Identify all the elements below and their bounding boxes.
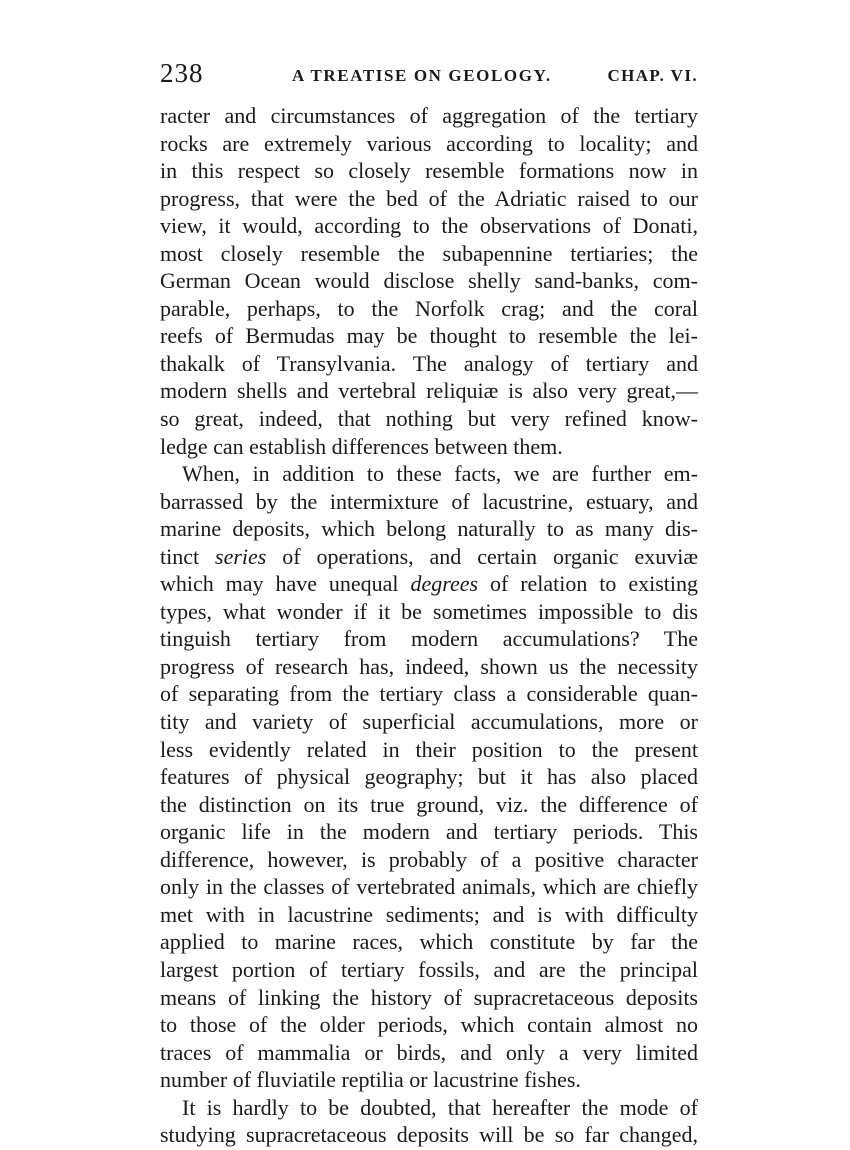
text-line: largest portion of tertiary fossils, and are the principal — [160, 956, 698, 982]
text-line: only in the classes of vertebrated animals, which are chiefly — [160, 874, 698, 900]
running-title: A TREATISE ON GEOLOGY. — [292, 66, 552, 85]
text-line: view, it would, according to the observations of Donati, — [160, 213, 698, 239]
text-line: reefs of Bermudas may be thought to resemble the lei- — [160, 323, 698, 349]
text-line: It is hardly to be doubted, that hereafter the mode of — [182, 1094, 698, 1120]
text-line: barrassed by the intermixture of lacustrine, estuary, and — [160, 488, 698, 514]
text-line: tinct series of operations, and certain organic exuviæ — [160, 543, 698, 569]
chapter-label: CHAP. VI. — [607, 66, 698, 85]
text-line: number of fluviatile reptilia or lacustrine fishes. — [160, 1067, 581, 1093]
text-line: so great, indeed, that nothing but very refined know- — [160, 406, 698, 432]
text-line: organic life in the modern and tertiary periods. This — [160, 819, 698, 845]
text-line: tinguish tertiary from modern accumulations? The — [160, 626, 698, 652]
text-line: thakalk of Transylvania. The analogy of tertiary and — [160, 350, 698, 376]
text-line: of separating from the tertiary class a considerable quan- — [160, 681, 698, 707]
running-head — [160, 58, 698, 92]
text-line: applied to marine races, which constitute by far the — [160, 929, 698, 955]
text-line: rocks are extremely various according to locality; and — [160, 130, 698, 156]
text-line: progress of research has, indeed, shown us the necessity — [160, 653, 698, 679]
text-line: types, what wonder if it be sometimes impossible to dis — [160, 598, 698, 624]
text-line: racter and circumstances of aggregation of the tertiary — [160, 103, 698, 128]
text-line: means of linking the history of supracretaceous deposits — [160, 984, 698, 1010]
text-line: German Ocean would disclose shelly sand-banks, com- — [160, 268, 698, 294]
text-line: marine deposits, which belong naturally to as many dis- — [160, 516, 698, 542]
body-text — [160, 102, 698, 1149]
emphasized-word: series — [215, 543, 267, 569]
text-line: progress, that were the bed of the Adriatic raised to our — [160, 185, 698, 211]
text-line: modern shells and vertebral reliquiæ is also very great,— — [160, 378, 698, 404]
text-line: in this respect so closely resemble formations now in — [160, 158, 698, 184]
text-line: traces of mammalia or birds, and only a very limited — [160, 1039, 698, 1065]
text-line: parable, perhaps, to the Norfolk crag; and the coral — [160, 295, 698, 321]
text-line: which may have unequal degrees of relation to existing — [160, 571, 698, 597]
emphasized-word: degrees — [410, 571, 479, 597]
text-line: the distinction on its true ground, viz. the difference of — [160, 791, 698, 817]
text-line: met with in lacustrine sediments; and is with difficulty — [160, 901, 698, 927]
text-line: tity and variety of superficial accumulations, more or — [160, 709, 698, 735]
text-line: studying supracretaceous deposits will be so far changed, — [160, 1122, 698, 1148]
text-line: to those of the older periods, which contain almost no — [160, 1012, 698, 1038]
page-number: 238 — [160, 58, 204, 88]
text-line: features of physical geography; but it has also placed — [160, 764, 698, 790]
text-line: When, in addition to these facts, we are further em- — [182, 461, 698, 487]
text-line: less evidently related in their position to the present — [160, 736, 698, 762]
text-line: difference, however, is probably of a positive character — [160, 846, 698, 872]
text-line: most closely resemble the subapennine tertiaries; the — [160, 240, 698, 266]
text-line: ledge can establish differences between them. — [160, 433, 563, 459]
